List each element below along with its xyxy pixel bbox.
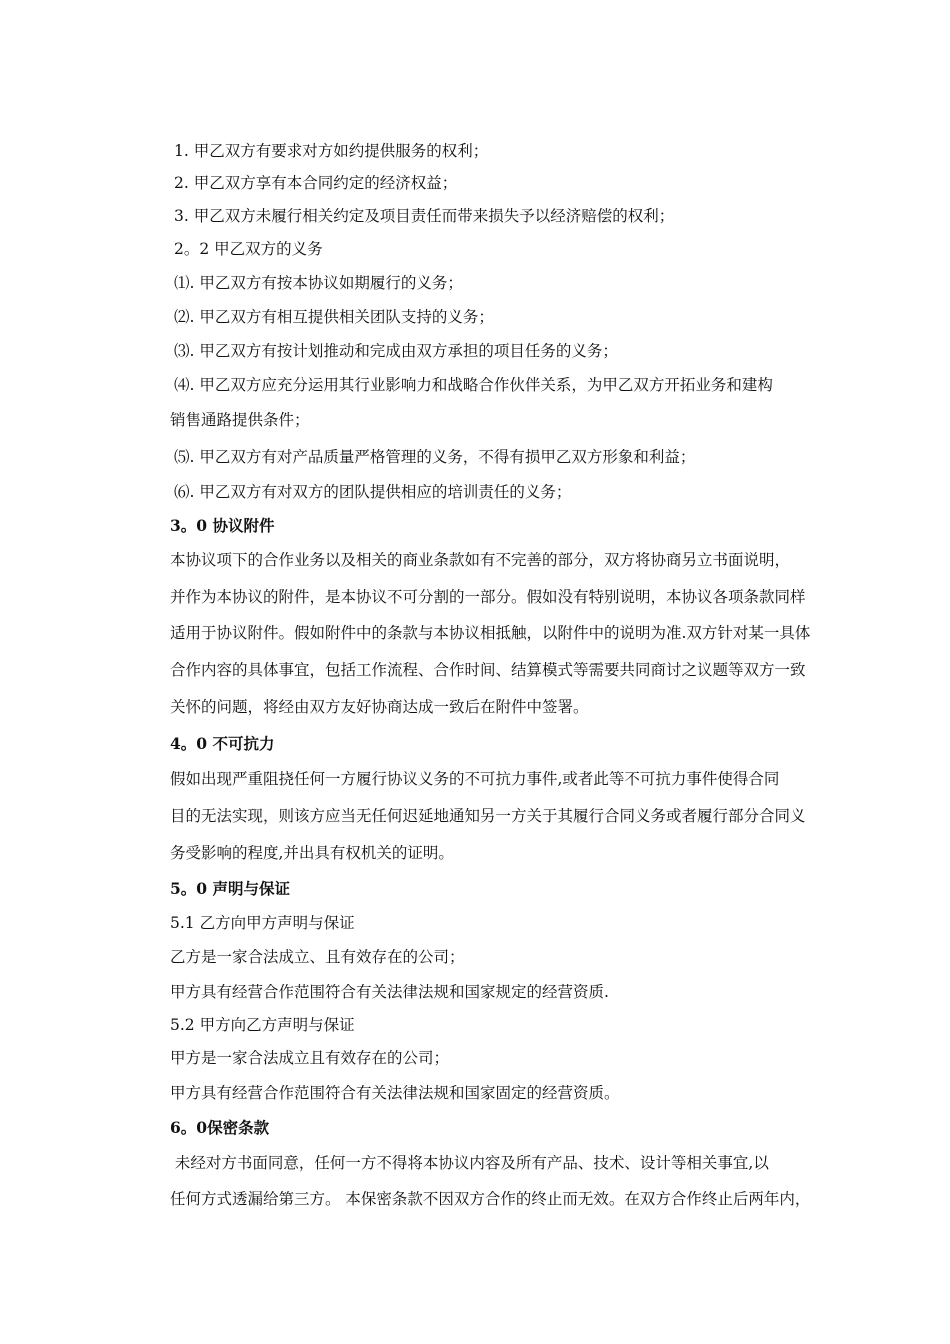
section-4-para-line-2: 目的无法实现，则该方应当无任何迟延地通知另一方关于其履行合同义务或者履行部分合同义	[170, 807, 806, 825]
section-3-para-line-4: 合作内容的具体事宜，包括工作流程、合作时间、结算模式等需要共同商讨之议题等双方一致	[170, 661, 806, 679]
right-item-1: 1. 甲乙双方有要求对方如约提供服务的权利；	[174, 142, 489, 160]
section-5-1-heading: 5.1 乙方向甲方声明与保证	[170, 914, 355, 932]
section-6-para-line-2: 任何方式透漏给第三方。 本保密条款不因双方合作的终止而无效。在双方合作终止后两年内，	[170, 1190, 811, 1208]
section-3-heading: 3。0 协议附件	[170, 516, 275, 535]
duty-item-6: ⑹. 甲乙双方有对双方的团队提供相应的培训责任的义务；	[174, 483, 572, 501]
section-3-para-line-2: 并作为本协议的附件，是本协议不可分割的一部分。假如没有特别说明，本协议各项条款同样	[170, 588, 806, 606]
section-3-para-line-3: 适用于协议附件。假如附件中的条款与本协议相抵触，以附件中的说明为准.双方针对某一具体	[170, 624, 811, 642]
section-5-2-line-1: 甲方是一家合法成立且有效存在的公司；	[170, 1049, 450, 1067]
section-5-2-heading: 5.2 甲方向乙方声明与保证	[170, 1016, 355, 1034]
duty-item-1: ⑴. 甲乙双方有按本协议如期履行的义务；	[174, 274, 463, 292]
section-5-2-line-2: 甲方具有经营合作范围符合有关法律法规和国家固定的经营资质。	[170, 1084, 620, 1102]
section-2-2-heading: 2。2 甲乙双方的义务	[174, 240, 323, 258]
duty-item-2: ⑵. 甲乙双方有相互提供相关团队支持的义务；	[174, 308, 494, 326]
duty-item-3: ⑶. 甲乙双方有按计划推动和完成由双方承担的项目任务的义务；	[174, 342, 618, 360]
section-5-heading: 5。0 声明与保证	[170, 879, 290, 898]
section-3-para-line-1: 本协议项下的合作业务以及相关的商业条款如有不完善的部分，双方将协商另立书面说明，	[170, 551, 791, 569]
right-item-3: 3. 甲乙双方未履行相关约定及项目责任而带来损失予以经济赔偿的权利；	[174, 207, 675, 225]
section-4-heading: 4。0 不可抗力	[170, 734, 275, 753]
right-item-2: 2. 甲乙双方享有本合同约定的经济权益；	[174, 174, 458, 192]
section-4-para-line-3: 务受影响的程度,并出具有权机关的证明。	[170, 844, 454, 862]
section-4-para-line-1: 假如出现严重阻挠任何一方履行协议义务的不可抗力事件,或者此等不可抗力事件使得合同	[170, 770, 780, 788]
section-5-1-line-2: 甲方具有经营合作范围符合有关法律法规和国家规定的经营资质.	[170, 983, 609, 1001]
section-6-heading: 6。0保密条款	[170, 1118, 270, 1137]
duty-item-4-cont: 销售通路提供条件；	[170, 411, 310, 429]
duty-item-5: ⑸. 甲乙双方有对产品质量严格管理的义务，不得有损甲乙双方形象和利益；	[174, 448, 696, 466]
duty-item-4: ⑷. 甲乙双方应充分运用其行业影响力和战略合作伙伴关系，为甲乙双方开拓业务和建构	[174, 376, 773, 394]
section-5-1-line-1: 乙方是一家合法成立、且有效存在的公司；	[170, 948, 465, 966]
section-6-para-line-1: 未经对方书面同意，任何一方不得将本协议内容及所有产品、技术、设计等相关事宜,以	[170, 1154, 769, 1172]
section-3-para-line-5: 关怀的问题，将经由双方友好协商达成一致后在附件中签署。	[170, 698, 589, 716]
